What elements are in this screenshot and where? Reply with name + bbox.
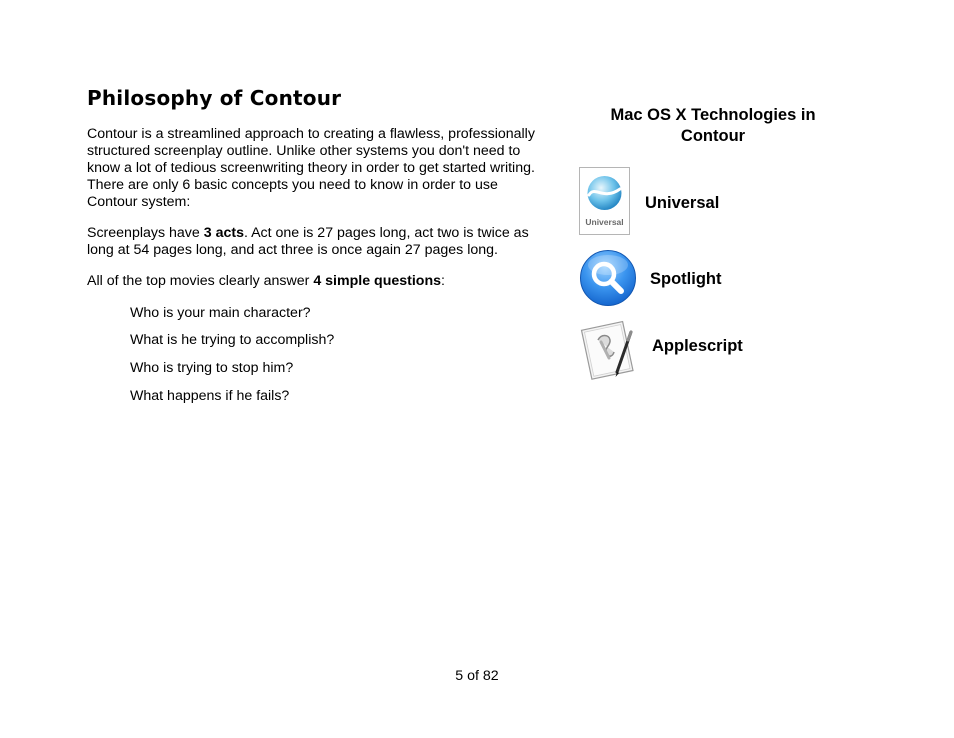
- acts-paragraph: [87, 225, 549, 259]
- universal-icon-text: Universal: [585, 217, 624, 227]
- technology-label-universal: Universal: [645, 194, 720, 212]
- applescript-icon: [579, 318, 639, 380]
- page-title: Philosophy of Contour: [87, 86, 342, 110]
- acts-emphasis: 3 acts: [203, 225, 244, 241]
- page-number: 5 of 82: [455, 668, 499, 684]
- technology-label-applescript: Applescript: [652, 337, 743, 355]
- spotlight-icon: [579, 249, 637, 307]
- technologies-heading-line1: Mac OS X Technologies in: [610, 106, 816, 124]
- acts-text-start: Screenplays have: [87, 225, 204, 241]
- questions-text-end: :: [441, 273, 445, 289]
- question-item: Who is trying to stop him?: [130, 360, 294, 376]
- question-item: What happens if he fails?: [130, 388, 290, 404]
- question-item: Who is your main character?: [130, 305, 311, 321]
- technologies-heading-line2: Contour: [680, 127, 746, 145]
- universal-icon: [579, 167, 630, 235]
- questions-paragraph: [87, 273, 549, 290]
- technologies-heading: [598, 105, 828, 147]
- questions-text-start: All of the top movies clearly answer: [87, 273, 314, 289]
- technology-label-spotlight: Spotlight: [650, 270, 722, 288]
- intro-paragraph: Contour is a streamlined approach to creating a flawless, professionally structured screenplay outline. Unlike other systems you don't need to know a lot of tedious screenwriting theory in order to get started writing. There are only 6 basic concepts you need to know in order to use Contour system:: [87, 126, 535, 210]
- question-item: What is he trying to accomplish?: [130, 332, 335, 348]
- acts-text-end: . Act one is 27 pages long, act two is twice as long at 54 pages long, and act three is once again 27 pages long.: [87, 225, 529, 258]
- questions-emphasis: 4 simple questions: [313, 273, 442, 289]
